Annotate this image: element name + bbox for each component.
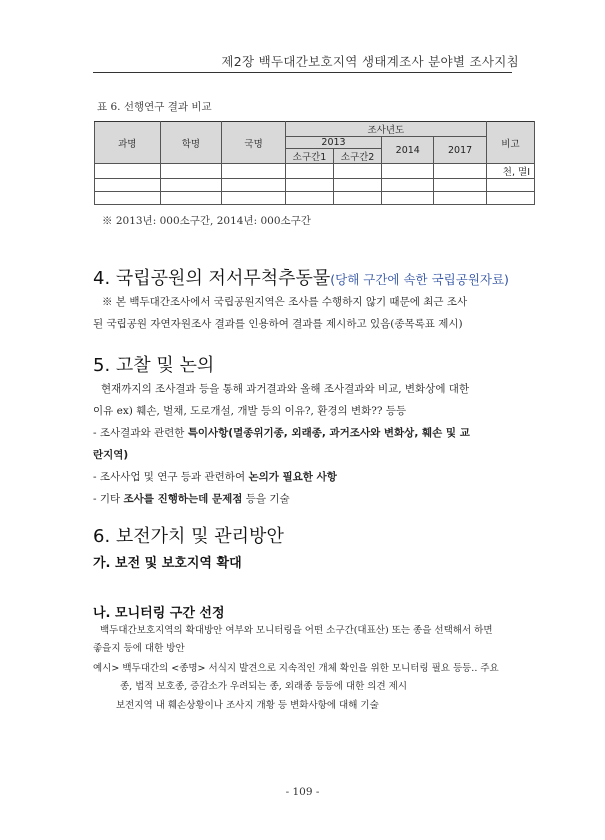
running-header: 제2장 백두대간보호지역 생태계조사 분야별 조사지침: [221, 54, 519, 69]
year-2013: 2013: [285, 137, 381, 149]
section-5-title: 5. 고찰 및 논의: [93, 355, 215, 376]
table-cell: [486, 179, 534, 192]
year-2014: 2014: [382, 137, 434, 164]
bullet-text: - 기타: [93, 493, 124, 505]
section-5-bullet1-cont: [93, 444, 128, 466]
table-row: [95, 179, 535, 192]
table-cell: [334, 164, 382, 179]
section-6-para1: 백두대간보호지역의 확대방안 여부와 모니터링을 어떤 소구간(대표산) 또는 종을 선택해서 하면: [100, 625, 493, 636]
table-cell: [434, 179, 486, 192]
table-cell: [434, 164, 486, 179]
table-cell: [160, 164, 222, 179]
table-cell: [334, 192, 382, 205]
table-cell: [222, 192, 286, 205]
section-5-bullet1: [93, 422, 470, 444]
table-cell: [486, 192, 534, 205]
section-5-line2: 이유 ex) 훼손, 벌채, 도로개설, 개발 등의 이유?, 환경의 변화?? 등등: [93, 405, 407, 417]
section-4-line1: ※ 본 백두대간조사에서 국립공원지역은 조사를 수행하지 않기 때문에 최근 조사: [102, 296, 468, 308]
section-5-bullet3: [93, 488, 290, 510]
table-cell: [382, 192, 434, 205]
section-6-para5: 보전지역 내 훼손상황이나 조사지 개황 등 변화사항에 대해 기술: [116, 700, 379, 711]
table-cell: 천, 멸Ⅰ: [486, 164, 534, 179]
year-2017: 2017: [434, 137, 486, 164]
table-cell: [160, 179, 222, 192]
section-6-para3: 예시> 백두대간의 <종명> 서식지 발견으로 지속적인 개체 확인을 위한 모니터링 필요 등등.. 주요: [93, 663, 499, 674]
table-cell: [222, 164, 286, 179]
table-row: [95, 192, 535, 205]
table-cell: [434, 192, 486, 205]
table-cell: [382, 164, 434, 179]
section-6-sub2: 나. 모니터링 구간 선정: [93, 606, 225, 621]
comparison-table: [94, 121, 535, 205]
table-cell: [285, 192, 333, 205]
section-6-para2: 좋을지 등에 대한 방안: [93, 643, 185, 654]
section-6-para4: 종, 법적 보호종, 증감소가 우려되는 종, 외래종 등등에 대한 의견 제시: [120, 681, 408, 692]
bullet-emphasis: 논의가 필요한 사항: [248, 471, 337, 483]
table-cell: [95, 164, 161, 179]
col-remark: 비고: [486, 122, 534, 164]
bullet-emphasis: 조사를 진행하는데 문제점: [123, 493, 243, 505]
table-cell: [222, 179, 286, 192]
bullet-text: - 조사결과와 관련한: [93, 427, 188, 439]
bullet-emphasis: 란지역): [93, 449, 129, 461]
section-4-line2: 된 국립공원 자연자원조사 결과를 인용하여 결과를 제시하고 있음(종목록표 제시): [93, 318, 463, 330]
bullet-text: 등을 기술: [242, 493, 290, 505]
table-cell: [382, 179, 434, 192]
section-5-bullet2: [93, 466, 337, 488]
table-cell: [95, 192, 161, 205]
header-rule: [93, 72, 512, 73]
bullet-emphasis: 특이사항(멸종위기종, 외래종, 과거조사와 변화상, 훼손 및 교: [187, 427, 470, 439]
section-4-heading: [93, 264, 509, 290]
section-5-line1: 현재까지의 조사결과 등을 통해 과거결과와 올해 조사결과와 비교, 변화상에 대한: [101, 383, 470, 395]
subsection-1: 소구간1: [285, 149, 333, 164]
page-number: - 109 -: [285, 786, 320, 798]
table-cell: [285, 179, 333, 192]
col-scientific: 학명: [160, 122, 222, 164]
section-6-sub1: 가. 보전 및 보호지역 확대: [93, 556, 242, 571]
subsection-2: 소구간2: [334, 149, 382, 164]
table-row: [95, 164, 535, 179]
col-korean: 국명: [222, 122, 286, 164]
bullet-text: - 조사사업 및 연구 등과 관련하여: [93, 471, 249, 483]
table-cell: [95, 179, 161, 192]
section-4-subtitle: (당해 구간에 속한 국립공원자료): [330, 272, 509, 287]
section-6-title: 6. 보전가치 및 관리방안: [93, 526, 284, 547]
table-note: ※ 2013년: 000소구간, 2014년: 000소구간: [102, 215, 311, 227]
table-cell: [334, 179, 382, 192]
table-cell: [160, 192, 222, 205]
table-cell: [285, 164, 333, 179]
col-family: 과명: [95, 122, 161, 164]
col-survey-year: 조사년도: [285, 122, 486, 137]
table-caption: 표 6. 선행연구 결과 비교: [97, 101, 212, 113]
section-4-title: 4. 국립공원의 저서무척추동물: [93, 268, 331, 289]
